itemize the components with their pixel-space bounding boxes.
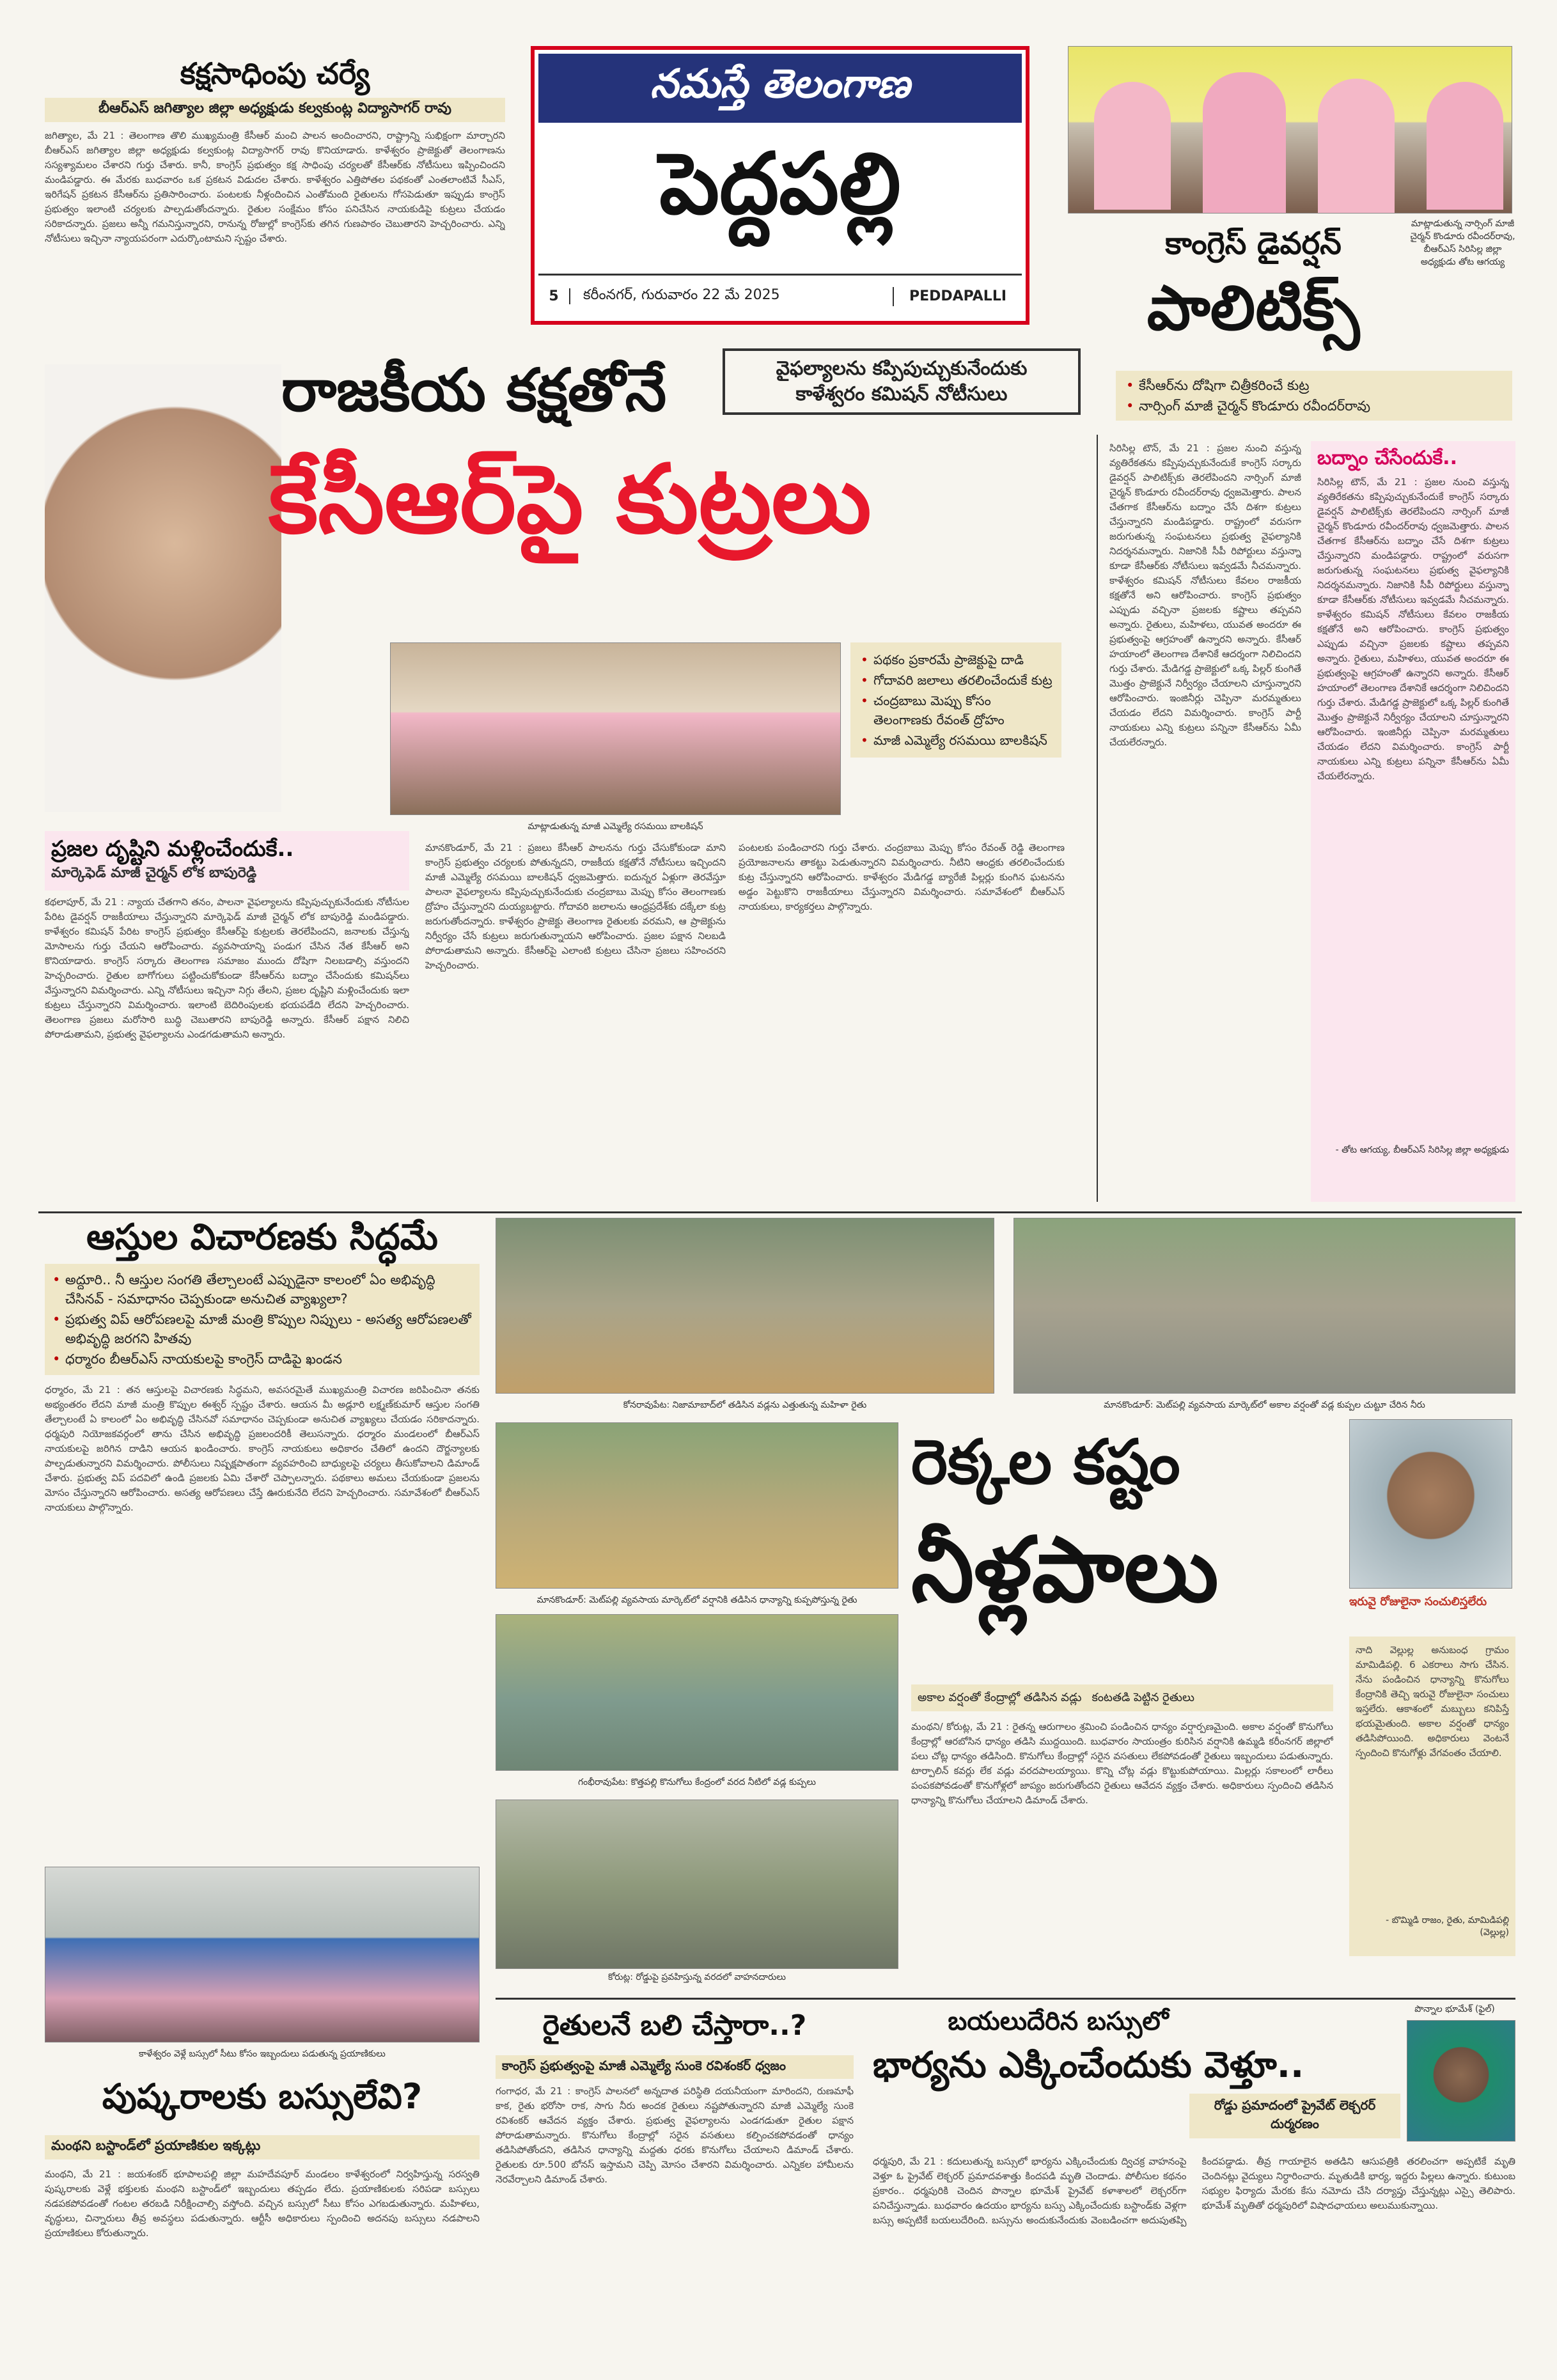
- sidebar-subtitle: మార్కెఫెడ్ మాజీ చైర్మన్ లోక బాపురెడ్డి: [51, 865, 257, 882]
- flood-photo-5: [496, 1800, 898, 1969]
- lecturer-photo-caption: పొన్నాల భూమేశ్ (ఫైల్): [1414, 2004, 1495, 2014]
- rythu-subheadline: కాంగ్రెస్ ప్రభుత్వంపై మాజీ ఎమ్మెల్యే సుంకె రవిశంకర్ ధ్వజం: [496, 2055, 854, 2079]
- pushkar-headline: పుష్కరాలకు బస్సులేవి?: [102, 2076, 423, 2117]
- sidebar-title: ప్రజల దృష్టిని మళ్లించేందుకే..: [51, 836, 294, 862]
- flood-photo-1: [496, 1218, 994, 1394]
- lead-headline-1: రాజకీయ కక్షతోనే: [281, 356, 667, 424]
- bus-headline: భార్యను ఎక్కించేందుకు వెళ్తూ..: [873, 2044, 1304, 2086]
- photo-caption: గంభీరావుపేట: కొత్తపల్లి కొనుగోలు కేంద్రంలో వరద నీటిలో వడ్ల కుప్పలు: [578, 1777, 816, 1787]
- topright-bullets: [1116, 371, 1512, 421]
- boxed-kicker: [723, 348, 1081, 415]
- rythu-body: గంగాధర, మే 21 : కాంగ్రెస్ పాలనలో అన్నదాత పరిస్థితి దయనీయంగా మారిందని, రుణమాఫీ కాక, రైతు భరోసా రాక, సాగు నీరు అందక రైతులు నష్టపోతున్నారని మాజీ ఎమ్మెల్యే సుంకె రవిశంకర్ ఆవేదన వ్యక్తం చేశారు. ప్రభుత్వ వైఫల్యాలను ఎండగడుతూ రైతుల పక్షాన పోరాడుతామన్నారు. కొనుగోలు కేంద్రాల్లో సరైన వసతులు కల్పించకపోవడంతో ధాన్యం తడిసిపోతోందని, తడిసిన ధాన్యాన్ని మద్దతు ధరకు కొనుగోలు చేయాలని డిమాండ్ చేశారు. రైతులకు రూ.500 బోనస్ ఇస్తామని చెప్పి మోసం చేశారని విమర్శించారు. ఎన్నికల హామీలను నెరవేర్చాలని డిమాండ్ చేశారు.: [496, 2085, 854, 2185]
- lead-col-2: మానకొండూర్, మే 21 : ప్రజలు కేసీఆర్ పాలనను గుర్తు చేసుకోకుండా మాని కాంగ్రెస్ ప్రభుత్వం చర్యలకు పోతున్నదని, రాజకీయ కక్షతోనే నోటీసులు ఇచ్చిందని మాజీ ఎమ్మెల్యే రసమయి బాలకిషన్ ధ్వజమెత్తారు. ఐదున్నర ఏళ్లుగా తెరవేస్తూ పాలనా వైఫల్యాలను కప్పిపుచ్చుకునేందుకు చంద్రబాబు మెప్పు కోసం తెలంగాణకు ద్రోహం చేస్తున్నారని దుయ్యబట్టారు. గోదావరి జలాలను ఆంధ్రప్రదేశ్‌కు దక్కేలా కుట్ర జరుగుతోందన్నారు. కాళేశ్వరం ప్రాజెక్టు తెలంగాణ రైతులకు వరమని, ఆ ప్రాజెక్టును నిర్వీర్యం చేసే కుట్రలు జరుగుతున్నాయని ఆరోపించారు. ప్రజల పక్షాన నిలబడి పోరాడుతామని అన్నారు. కేసీఆర్‌పై ఎలాంటి కుట్రలు చేసినా ప్రజలు సహించరని హెచ్చరించారు.: [425, 842, 726, 971]
- rightcol-box: [1311, 441, 1515, 1202]
- section-divider: [496, 1998, 1515, 2000]
- headline: ఆస్తుల విచారణకు సిద్ధమే: [86, 1217, 438, 1258]
- lead-headline-2: కేసీఆర్‌పై కుట్రలు: [269, 444, 872, 554]
- page-number: 5: [538, 288, 570, 304]
- rekkala-headline-2: నీళ్లపాలు: [911, 1518, 1219, 1622]
- bus-side-title: రోడ్డు ప్రమాదంలో ప్రైవేట్ లెక్చరర్ దుర్మరణం: [1189, 2094, 1400, 2138]
- assets-bullets: [45, 1264, 480, 1375]
- farmer-signature: - బొమ్మిడి రాజం, రైతు, మామిడిపల్లి (వెల్లుల్ల): [1386, 1915, 1509, 1938]
- rightcol-box-body: సిరిసిల్ల టౌన్, మే 21 : ప్రజల నుంచి వస్తున్న వ్యతిరేకతను కప్పిపుచ్చుకునేందుకే కాంగ్రెస్ సర్కారు డైవర్షన్ పాలిటిక్స్‌కు తెరలేపిందని నార్సింగ్ మాజీ చైర్మన్ కొండూరు రవీందర్‌రావు ధ్వజమెత్తారు. పాలన చేతగాక కేసీఆర్‌ను బద్నాం చేసే దిశగా కుట్రలు చేస్తున్నారని మండిపడ్డారు. రాష్ట్రంలో వరుసగా జరుగుతున్న సంఘటనలు ప్రభుత్వ వైఫల్యానికి నిదర్శనమన్నారు. నిజానికి సీపీ రిపోర్టులు వస్తున్నా కూడా కేసీఆర్‌కు నోటీసులు ఇవ్వడమే నీచమన్నారు. కాళేశ్వరం కమిషన్ నోటీసులు కేవలం రాజకీయ కక్షతోనే అని ఆరోపించారు. కాంగ్రెస్ ప్రభుత్వం ఎప్పుడు వచ్చినా ప్రజలకు కష్టాలు తప్పవని అన్నారు. రైతులు, మహిళలు, యువత అందరూ ఈ ప్రభుత్వంపై ఆగ్రహంతో ఉన్నారని అన్నారు. కేసీఆర్ హయాంలో తెలంగాణ దేశానికే ఆదర్శంగా నిలిచిందని గుర్తు చేశారు. మేడిగడ్డ ప్రాజెక్టులో ఒక్క పిల్లర్ కుంగితే మొత్తం ప్రాజెక్టునే నిర్వీర్యం చేయాలని చూస్తున్నారని ఆరోపించారు. ఇంజినీర్లు చెప్పినా మరమ్మతులు చేయడం లేదని విమర్శించారు. కాంగ్రెస్ పార్టీ నాయకులు ఎన్ని కుట్రలు పన్నినా కేసీఆర్‌ను ఏమీ చేయలేరన్నారు.: [1317, 476, 1509, 782]
- rightcol-title: బద్నాం చేసేందుకే..: [1317, 447, 1457, 469]
- bullet: కంటతడి పెట్టిన రైతులు: [1091, 1691, 1194, 1704]
- flood-photo-3: [496, 1422, 898, 1589]
- press-meet-photo: [1068, 46, 1512, 214]
- masthead-banner: [538, 54, 1022, 123]
- lead-col-1: కథలాపూర్, మే 21 : న్యాయ చేతగాని తనం, పాలనా వైఫల్యాలను కప్పిపుచ్చుకునేందుకు నోటీసుల పేరిట డైవర్షన్ రాజకీయాలు చేస్తున్నారని మార్కెఫెడ్ మాజీ చైర్మన్ లోక బాపురెడ్డి మండిపడ్డారు. కాళేశ్వరం కమిషన్ పేరిట కాంగ్రెస్ ప్రభుత్వం కేసీఆర్‌పై కుట్రలకు తెరలేపిందని, జనాలకు చేస్తున్న మోసాలను గుర్తు చేయని ఆరోపించారు. వ్యవసాయాన్ని పండుగ చేసిన నేత కేసీఆర్ అని కొనియాడారు. కాంగ్రెస్ సర్కారు తెలంగాణ సమాజం ముందు దోషిగా నిలబడాల్సి వస్తుందని హెచ్చరించారు. రైతుల బాగోగులు పట్టించుకోకుండా కేసీఆర్‌ను బద్నాం చేసేందుకు కమిషన్‌లు వేస్తున్నారని విమర్శించారు. ఎన్ని నోటీసులు ఇచ్చినా నిగ్గు తేలని, ప్రజల దృష్టిని మళ్లించేందుకు ఇలా కుట్రలు చేస్తున్నారని విమర్శించారు. ఇలాంటి బెదిరింపులకు భయపడేది లేదని హెచ్చరించారు. తెలంగాణ ప్రజలు మరోసారి బుద్ధి చెబుతారని బాపురెడ్డి అన్నారు. కేసీఆర్ పక్షాన నిలిచి పోరాడుతామని, ప్రభుత్వ వైఫల్యాలను ఎండగడుతామని అన్నారు.: [45, 896, 409, 1040]
- headline-small: కాంగ్రెస్ డైవర్షన్: [1165, 226, 1342, 261]
- kcr-portrait: [45, 364, 281, 812]
- bullet: • ప్రభుత్వ విప్ ఆరోపణలపై మాజీ మంత్రి కొప్పుల నిప్పులు - అసత్య ఆరోపణలతో అభివృద్ధి జరగని హితవు: [50, 1310, 474, 1348]
- kicker-2: కాళేశ్వరం కమిషన్ నోటీసులు: [795, 383, 1008, 405]
- bus-kicker: బయలుదేరిన బస్సులో: [948, 2007, 1169, 2036]
- bullet: • కేసీఆర్‌ను దోషిగా చిత్రీకరించే కుట్ర: [1123, 376, 1505, 395]
- headline: కక్షసాధింపు చర్యే: [180, 56, 370, 91]
- lead-col-3: పంటలకు పండించారని గుర్తు చేశారు. చంద్రబాబు మెప్పు కోసం రేవంత్ రెడ్డి తెలంగాణ ప్రయోజనాలను తాకట్టు పెడుతున్నారని విమర్శించారు. నీటిని ఆంధ్రకు తరలించేందుకు కుట్ర చేస్తున్నారని ఆరోపించారు. కాళేశ్వరం మేడిగడ్డ బ్యారేజీ పిల్లర్లు కుంగిన ఘటనను అడ్డం పెట్టుకొని రాజకీయాలు చేస్తున్నారని విమర్శించారు. సమావేశంలో బీఆర్ఎస్ నాయకులు, కార్యకర్తలు పాల్గొన్నారు.: [739, 842, 1065, 912]
- lead-press-photo: [390, 642, 841, 815]
- photo-caption: కాళేశ్వరం వెళ్లే బస్సులో సీటు కోసం ఇబ్బందులు పడుతున్న ప్రయాణికులు: [139, 2049, 386, 2059]
- photo-caption: కోనరావుపేట: నిజామాబాద్‌లో తడిసిన వడ్లను ఎత్తుతున్న మహిళా రైతు: [623, 1400, 867, 1410]
- farmer-quote-caption: ఇరువై రోజులైనా సంచులిస్తలేరు: [1349, 1595, 1487, 1608]
- farmer-quote-box: [1349, 1637, 1515, 1956]
- bullet: • అద్దూరి.. నీ ఆస్తుల సంగతి తేల్చాలంటే ఎప్పుడైనా కాలంలో ఏం అభివృద్ధి చేసినవ్ - సమాధానం చెప్పకుండా అనుచిత వ్యాఖ్యలా?: [50, 1270, 474, 1309]
- article-assets: [45, 1218, 480, 1875]
- bullet: • చంద్రబాబు మెప్పు కోసం తెలంగాణకు రేవంత్ ద్రోహం: [858, 691, 1054, 729]
- bullet: • నార్సింగ్ మాజీ చైర్మన్ కొండూరు రవీందర్‌రావు: [1123, 396, 1505, 416]
- subheadline: బీఆర్ఎస్ జగిత్యాల జిల్లా అధ్యక్షుడు కల్వకుంట్ల విద్యాసాగర్ రావు: [45, 98, 505, 122]
- kicker-1: వైఫల్యాలను కప్పిపుచ్చుకునేందుకు: [776, 357, 1028, 380]
- rekkala-bullets: [911, 1684, 1333, 1711]
- photo-caption: కోరుట్ల: రోడ్డుపై ప్రవహిస్తున్న వరదలో వాహనదారులు: [608, 1972, 786, 1982]
- column-rule: [1097, 435, 1098, 1202]
- pushkar-body: మంథని, మే 21 : జయశంకర్ భూపాలపల్లి జిల్లా మహదేవపూర్ మండలం కాళేశ్వరంలో నిర్వహిస్తున్న సరస్వతి పుష్కరాలకు వెళ్లే భక్తులకు మంథని బస్టాండ్‌లో ఇబ్బందులు తప్పడం లేదు. ప్రయాణికులకు సరిపడా బస్సులు నడపకపోవడంతో గంటల తరబడి నిరీక్షించాల్సి వస్తోంది. వచ్చిన బస్సులో సీటు కోసం ఎగబడుతున్నారు. మహిళలు, వృద్ధులు, చిన్నారులు తీవ్ర అవస్థలు పడుతున్నారు. ఆర్టీసీ అధికారులు స్పందించి అదనపు బస్సులు నడపాలని ప్రయాణికులు కోరుతున్నారు.: [45, 2168, 480, 2239]
- edition-name: పెద్దపల్లి: [659, 135, 901, 233]
- rythu-headline: రైతులనే బలి చేస్తారా..?: [542, 2009, 807, 2042]
- bullet: • పథకం ప్రకారమే ప్రాజెక్టుపై దాడి: [858, 650, 1054, 669]
- section-divider: [38, 1211, 1522, 1213]
- farmer-photo: [1349, 1419, 1512, 1589]
- flood-photo-4: [496, 1614, 898, 1771]
- masthead: [531, 46, 1029, 325]
- rekkala-body: మంథని/ కోరుట్ల, మే 21 : రైతన్న ఆరుగాలం శ్రమించి పండించిన ధాన్యం వర్షార్పణమైంది. అకాల వర్షంతో కొనుగోలు కేంద్రాల్లో ఆరబోసిన ధాన్యం తడిసి ముద్దయింది. బుధవారం సాయంత్రం కురిసిన వర్షానికి ఉమ్మడి కరీంనగర్ జిల్లాలో పలు చోట్ల ధాన్యం తడిసింది. కొనుగోలు కేంద్రాల్లో సరైన వసతులు లేకపోవడంతో రైతులు ఇబ్బందులు పడుతున్నారు. టార్పాలిన్ కవర్లు లేక వడ్లు వరదపాలయ్యాయి. కొన్ని చోట్ల వడ్లు కొట్టుకుపోయాయి. మిల్లర్లు సకాలంలో లారీలు పంపకపోవడంతో కొనుగోళ్లలో జాప్యం జరుగుతోందని రైతులు ఆవేదన వ్యక్తం చేశారు. అధికారులు స్పందించి తడిసిన ధాన్యాన్ని కొనుగోలు చేయాలని డిమాండ్ చేశారు.: [911, 1721, 1333, 1806]
- article-body: ధర్మారం, మే 21 : తన ఆస్తులపై విచారణకు సిద్ధమని, అవసరమైతే ముఖ్యమంత్రి విచారణ జరిపించినా తనకు అభ్యంతరం లేదని మాజీ మంత్రి కొప్పుల ఈశ్వర్ స్పష్టం చేశారు. ఆయన మీ అడ్లూరి లక్ష్మణ్‌కుమార్ ఆస్తుల సంగతి తేల్చాలంటే ఏ కాలంలో ఏం అభివృద్ధి చేసినవో సమాధానం చెప్పకుండా అనుచిత వ్యాఖ్యలు చేయడం సరికాదన్నారు. ధర్మపురి నియోజకవర్గంలో తాను చేసిన అభివృద్ధి ప్రజలందరికీ తెలుసన్నారు. ధర్మారం మండలంలో బీఆర్ఎస్ నాయకులపై జరిగిన దాడిని ఆయన ఖండించారు. కాంగ్రెస్ నాయకులు అధికారం చేతిలో ఉందని దౌర్జన్యాలకు పాల్పడుతున్నారని విమర్శించారు. పోలీసులు నిష్పక్షపాతంగా వ్యవహరించి బాధ్యులపై చర్యలు తీసుకోవాలని డిమాండ్ చేశారు. ప్రభుత్వ విప్ పదవిలో ఉండి ప్రజలకు ఏమి చేశారో చెప్పాలన్నారు. పథకాలు అమలు చేయకుండా ప్రజలను మోసం చేస్తున్నారని ఆరోపించారు. అసత్య ఆరోపణలు చేస్తే ఊరుకునేది లేదని హెచ్చరించారు. సమావేశంలో బీఆర్ఎస్ నాయకులు పాల్గొన్నారు.: [45, 1383, 480, 1513]
- edition-english: PEDDAPALLI: [909, 288, 1007, 304]
- pushkar-subheadline: మంథని బస్టాండ్‌లో ప్రయాణికుల ఇక్కట్లు: [45, 2135, 480, 2159]
- rightcol-body-1: సిరిసిల్ల టౌన్, మే 21 : ప్రజల నుంచి వస్తున్న వ్యతిరేకతను కప్పిపుచ్చుకునేందుకే కాంగ్రెస్ సర్కారు డైవర్షన్ పాలిటిక్స్‌కు తెరలేపిందని నార్సింగ్ మాజీ చైర్మన్ కొండూరు రవీందర్‌రావు ధ్వజమెత్తారు. పాలన చేతగాక కేసీఆర్‌ను బద్నాం చేసే దిశగా కుట్రలు చేస్తున్నారని మండిపడ్డారు. రాష్ట్రంలో వరుసగా జరుగుతున్న సంఘటనలు ప్రభుత్వ వైఫల్యానికి నిదర్శనమన్నారు. నిజానికి సీపీ రిపోర్టులు వస్తున్నా కూడా కేసీఆర్‌కు నోటీసులు ఇవ్వడమే నీచమన్నారు. కాళేశ్వరం కమిషన్ నోటీసులు కేవలం రాజకీయ కక్షతోనే అని ఆరోపించారు. కాంగ్రెస్ ప్రభుత్వం ఎప్పుడు వచ్చినా ప్రజలకు కష్టాలు తప్పవని అన్నారు. రైతులు, మహిళలు, యువత అందరూ ఈ ప్రభుత్వంపై ఆగ్రహంతో ఉన్నారని అన్నారు. కేసీఆర్ హయాంలో తెలంగాణ దేశానికే ఆదర్శంగా నిలిచిందని గుర్తు చేశారు. మేడిగడ్డ ప్రాజెక్టులో ఒక్క పిల్లర్ కుంగితే మొత్తం ప్రాజెక్టునే నిర్వీర్యం చేయాలని చూస్తున్నారని ఆరోపించారు. ఇంజినీర్లు చెప్పినా మరమ్మతులు చేయడం లేదని విమర్శించారు. కాంగ్రెస్ పార్టీ నాయకులు ఎన్ని కుట్రలు పన్నినా కేసీఆర్‌ను ఏమీ చేయలేరన్నారు.: [1109, 442, 1301, 748]
- bus-body: ధర్మపురి, మే 21 : కదులుతున్న బస్సులో భార్యను ఎక్కించేందుకు ద్విచక్ర వాహనంపై వెళ్తూ ఓ ప్రైవేట్ లెక్చరర్ ప్రమాదవశాత్తు కిందపడి మృతి చెందాడు. పోలీసుల కథనం ప్రకారం.. ధర్మపురికి చెందిన పొన్నాల భూమేశ్ ప్రైవేట్ కళాశాలలో లెక్చరర్‌గా పనిచేస్తున్నాడు. బుధవారం ఉదయం భార్యను బస్సు ఎక్కించేందుకు బస్టాండ్‌కు వెళ్లగా బస్సు అప్పటికే బయలుదేరింది. బస్సును అందుకునేందుకు వెంబడించగా అదుపుతప్పి కిందపడ్డాడు. తీవ్ర గాయాలైన అతడిని ఆసుపత్రికి తరలించగా అప్పటికే మృతి చెందినట్లు వైద్యులు నిర్ధారించారు. మృతుడికి భార్య, ఇద్దరు పిల్లలు ఉన్నారు. కుటుంబ సభ్యుల ఫిర్యాదు మేరకు కేసు నమోదు చేసి దర్యాప్తు చేస్తున్నట్లు ఎస్సై తెలిపారు. భూమేశ్ మృతితో ధర్మపురిలో విషాదఛాయలు అలుముకున్నాయి.: [873, 2156, 1515, 2226]
- flood-photo-2: [1013, 1218, 1515, 1394]
- lead-sidebar: [45, 831, 409, 891]
- article-body: జగిత్యాల, మే 21 : తెలంగాణ తొలి ముఖ్యమంత్రి కేసీఆర్ మంచి పాలన అందించారని, రాష్ట్రాన్ని సుభిక్షంగా మార్చారని బీఆర్ఎస్ జగిత్యాల జిల్లా అధ్యక్షుడు కల్వకుంట్ల విద్యాసాగర్ రావు కొనియాడారు. కాళేశ్వరం ప్రాజెక్టుతో తెలంగాణను సస్యశ్యామలం చేశారని గుర్తు చేశారు. కానీ, కాంగ్రెస్ ప్రభుత్వం కక్ష సాధింపు చర్యలతో కేసీఆర్‌కు నోటీసులు ఇప్పించిందని మండిపడ్డారు. ఈ మేరకు బుధవారం ఒక ప్రకటన విడుదల చేశారు. కాళేశ్వరం ఎత్తిపోతల పథకంతో ఎంతలాంటివే సీఎస్, ఇరిగేషన్ ప్రకటన కేసీఆర్‌ను ప్రతిసారించారు. పంటలకు నీళ్లందించిన ఎంతోమంది రైతులను గోసపెడుతూ ఇప్పుడు కాంగ్రెస్ ప్రభుత్వం ఇలాంటి చర్యలకు పాల్పడుతోందన్నారు. రైతుల సంక్షేమం కోసం పనిచేసిన నాయకుడిపై కుట్రలు చేయడం సరికాదన్నారు. ప్రజలు అన్నీ గమనిస్తున్నారని, రానున్న రోజుల్లో కాంగ్రెస్‌కు తగిన గుణపాఠం చెబుతారని హెచ్చరించారు. ఎన్ని నోటీసులు ఇచ్చినా న్యాయపరంగా ఎదుర్కొంటామని స్పష్టం చేశారు.: [45, 129, 505, 244]
- article-kaksha-sadhimpu: [45, 58, 505, 320]
- bullet: • గోదావరి జలాలు తరలించేందుకే కుట్ర: [858, 671, 1054, 690]
- photo-caption: మానకొండూర్: మెట్‌పల్లి వ్యవసాయ మార్కెట్‌లో అకాల వర్షంతో వడ్ల కుప్పల చుట్టూ చేరిన నీరు: [1104, 1400, 1425, 1410]
- dateline: కరీంనగర్, గురువారం 22 మే 2025: [570, 287, 894, 306]
- lead-photo-caption: మాట్లాడుతున్న మాజీ ఎమ్మెల్యే రసమయి బాలకిషన్: [528, 821, 703, 832]
- photo-caption: మానకొండూర్: మెట్‌పల్లి వ్యవసాయ మార్కెట్‌లో వర్షానికి తడిసిన ధాన్యాన్ని కుప్పపోస్తున్న రైతు: [536, 1595, 857, 1605]
- lead-side-bullets: [850, 642, 1061, 758]
- farmer-quote: నాది వెల్లుల్ల అనుబంధ గ్రామం మామిడిపల్లి. 6 ఎకరాలు సాగు చేసిన. నేను పండించిన ధాన్యాన్ని కొనుగోలు కేంద్రానికి తెచ్చి ఇరువై రోజులైనా సంచులు ఇస్తలేరు. ఆకాశంలో మబ్బులు కనిపిస్తే భయమైతుంది. అకాల వర్షంతో ధాన్యం తడిసిపోయింది. అధికారులు వెంటనే స్పందించి కొనుగోళ్లు వేగవంతం చేయాలి.: [1356, 1644, 1509, 1759]
- paper-name: నమస్తే తెలంగాణ: [650, 60, 911, 107]
- bullet: అకాల వర్షంతో కేంద్రాల్లో తడిసిన వడ్లు: [918, 1691, 1082, 1704]
- dateline-bar: [538, 274, 1022, 317]
- headline-big: పాలిటిక్స్: [1146, 272, 1360, 344]
- rightcol-signature: - తోట ఆగయ్య, బీఆర్ఎస్ సిరిసిల్ల జిల్లా అధ్యక్షుడు: [1335, 1145, 1509, 1155]
- rekkala-headline-1: రెక్కల కష్టం: [911, 1426, 1180, 1498]
- bullet: • మాజీ ఎమ్మెల్యే రసమయి బాలకిషన్: [858, 731, 1054, 750]
- photo-caption-right: మాట్లాడుతున్న నార్సింగ్ మాజీ చైర్మన్ కొండూరు రవీందర్‌రావు, బీఆర్ఎస్ సిరిసిల్ల జిల్లా అధ్యక్షుడు తోట ఆగయ్య: [1410, 219, 1515, 267]
- bus-crowd-photo: [45, 1867, 480, 2042]
- lecturer-photo: [1407, 2020, 1515, 2142]
- bullet: • ధర్మారం బీఆర్ఎస్ నాయకులపై కాంగ్రెస్ దాడిపై ఖండన: [50, 1349, 474, 1369]
